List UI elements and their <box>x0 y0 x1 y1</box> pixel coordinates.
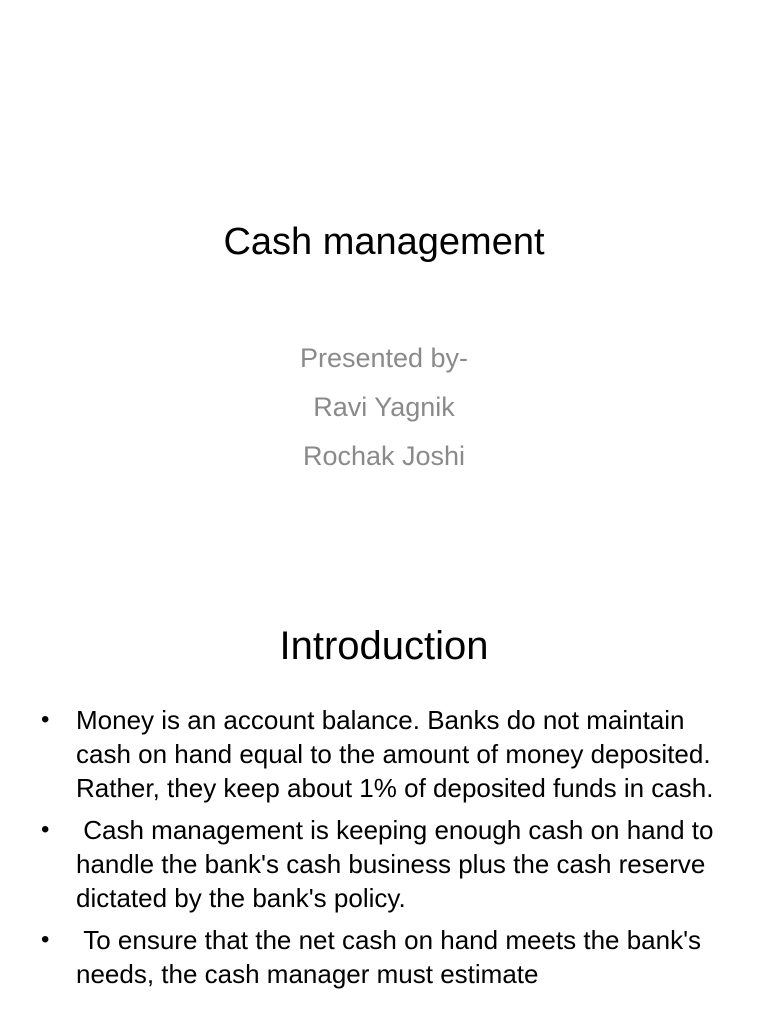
slide-title: Introduction <box>279 624 489 668</box>
subtitle-line-presented-by: Presented by- <box>299 343 469 373</box>
bullet-list <box>0 703 768 999</box>
introduction-slide <box>0 576 768 1024</box>
bullet-text: Cash management is keeping enough cash on hand to handle the bank's cash business plus the cash reserve dictated by the bank's policy. <box>76 815 721 913</box>
bullet-item <box>0 703 768 805</box>
bullet-item <box>0 923 768 991</box>
bullet-item <box>0 813 768 915</box>
bullet-text: To ensure that the net cash on hand meets the bank's needs, the cash manager must estimate <box>76 925 709 989</box>
bullet-dot-icon: • <box>41 816 50 843</box>
bullet-dot-icon: • <box>41 926 50 953</box>
bullet-dot-icon: • <box>41 706 50 733</box>
bullet-text: Money is an account balance. Banks do not maintain cash on hand equal to the amount of money deposited. Rather, they keep about 1% of deposited funds in cash. <box>76 705 714 803</box>
subtitle-line-author-1: Ravi Yagnik <box>313 392 455 422</box>
slide-title: Cash management <box>223 221 545 263</box>
subtitle-line-author-2: Rochak Joshi <box>302 441 466 471</box>
slide-subtitle <box>0 334 768 481</box>
